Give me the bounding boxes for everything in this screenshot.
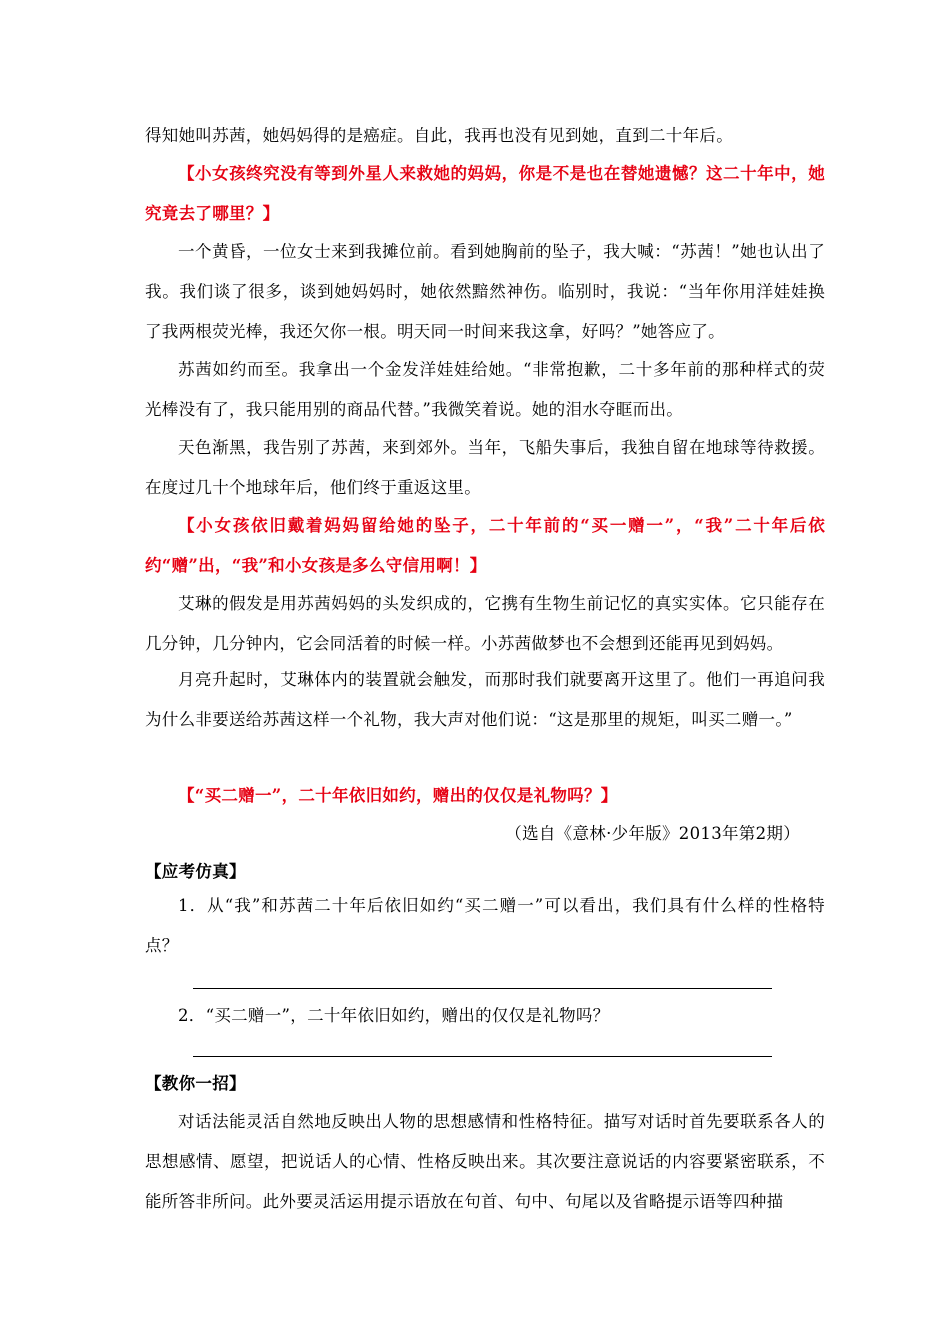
story-paragraph-6: 月亮升起时，艾琳体内的装置就会触发，而那时我们就要离开这里了。他们一再追问我为什么非要送给苏茜这样一个礼物，我大声对他们说：“这是那里的规矩，叫买二赠一。” [145,670,825,729]
answer-line-2 [193,1056,772,1057]
annotation-comment-1: 【小女孩终究没有等到外星人来救她的妈妈，你是不是也在替她遗憾？这二十年中，她究竟去了哪里？】 [145,164,825,223]
question-2: 2．“买二赠一”，二十年依旧如约，赠出的仅仅是礼物吗？ [178,1006,610,1025]
story-paragraph-4: 天色渐黑，我告别了苏茜，来到郊外。当年，飞船失事后，我独自留在地球等待救援。在度过几十个地球年后，他们终于重返这里。 [145,438,825,497]
question-1: 1．从“我”和苏茜二十年后依旧如约“买二赠一”可以看出，我们具有什么样的性格特点？ [145,896,825,955]
story-paragraph-2: 一个黄昏，一位女士来到我摊位前。看到她胸前的坠子，我大喊：“苏茜！”她也认出了我。我们谈了很多，谈到她妈妈时，她依然黯然神伤。临别时，我说：“当年你用洋娃娃换了我两根荧光棒，我还欠你一根。明天同一时间来我这拿，好吗？”她答应了。 [145,242,825,341]
annotation-comment-2: 【小女孩依旧戴着妈妈留给她的坠子，二十年前的“买一赠一”，“我”二十年后依约“赠”出，“我”和小女孩是多么守信用啊！】 [145,516,825,575]
answer-line-1 [193,988,772,989]
story-paragraph-3: 苏茜如约而至。我拿出一个金发洋娃娃给她。“非常抱歉，二十多年前的那种样式的荧光棒没有了，我只能用别的商品代替。”我微笑着说。她的泪水夺眶而出。 [145,360,825,419]
story-paragraph-5: 艾琳的假发是用苏茜妈妈的头发织成的，它携有生物生前记忆的真实实体。它只能存在几分钟，几分钟内，它会同活着的时候一样。小苏茜做梦也不会想到还能再见到妈妈。 [145,594,825,653]
tip-section-heading: 【教你一招】 [145,1074,246,1093]
tip-paragraph: 对话法能灵活自然地反映出人物的思想感情和性格特征。描写对话时首先要联系各人的思想感情、愿望，把说话人的心情、性格反映出来。其次要注意说话的内容要紧密联系，不能所答非所问。此外要灵活运用提示语放在句首、句中、句尾以及省略提示语等四种描 [145,1112,825,1211]
source-citation: （选自《意林·少年版》2013年第2期） [505,824,800,843]
annotation-comment-3: 【“买二赠一”，二十年依旧如约，赠出的仅仅是礼物吗？】 [178,786,618,805]
exam-section-heading: 【应考仿真】 [145,862,246,881]
story-paragraph-1: 得知她叫苏茜，她妈妈得的是癌症。自此，我再也没有见到她，直到二十年后。 [145,126,733,145]
